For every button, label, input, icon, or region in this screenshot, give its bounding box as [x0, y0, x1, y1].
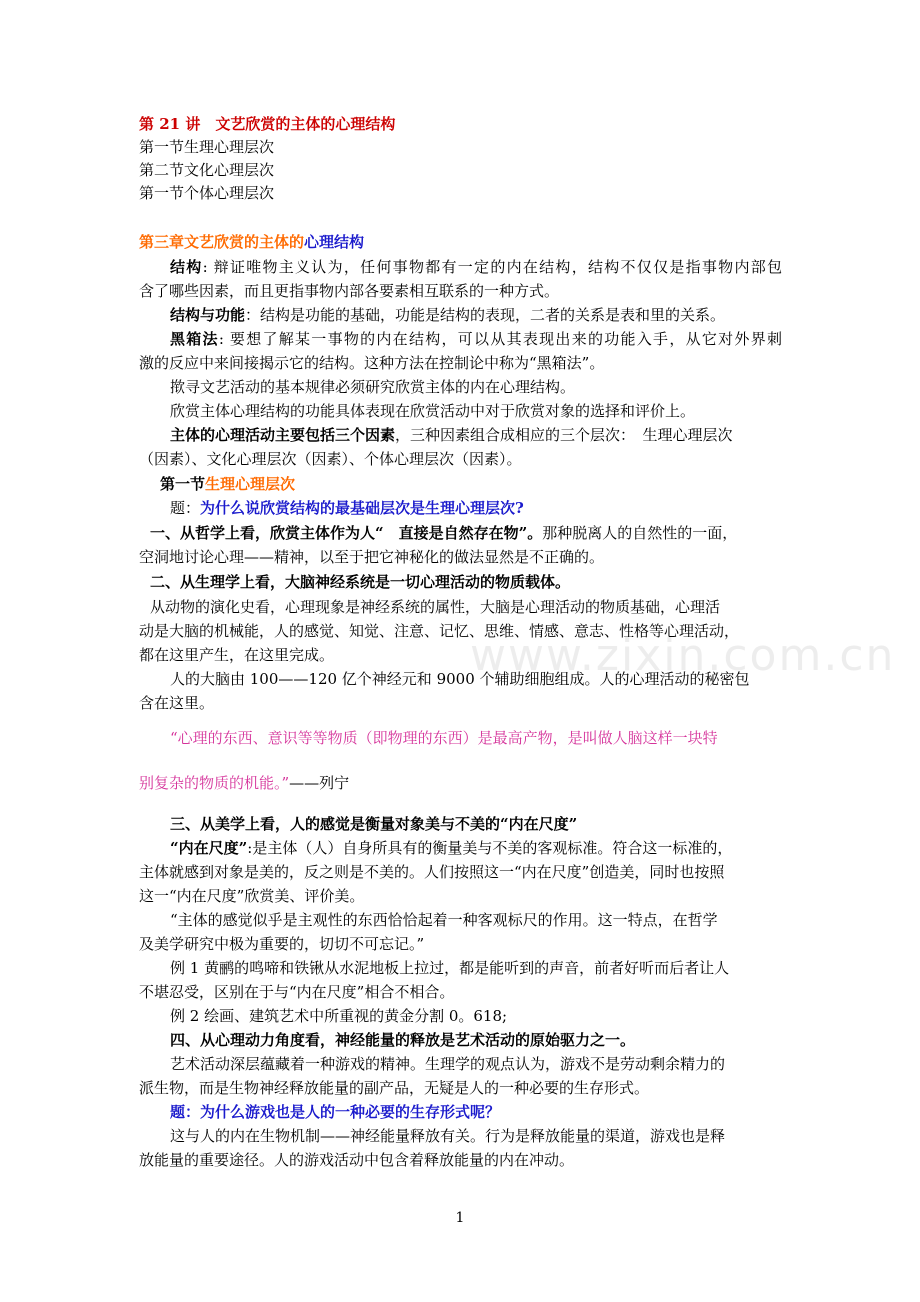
toc-item-2: 第二节文化心理层次: [139, 161, 275, 179]
lecture-title: 第 21 讲 文艺欣赏的主体的心理结构: [139, 115, 396, 133]
brain-line1: 人的大脑由 100——120 亿个神经元和 9000 个辅助细胞组成。人的心理活动的秘密包: [170, 670, 750, 688]
heading-philosophy: 一、从哲学上看，欣赏主体作为人“ 直接是自然存在物”。那种脱离人的自然性的一面，: [150, 524, 738, 542]
section1-title: [160, 474, 810, 496]
heading-physiology: 二、从生理学上看，大脑神经系统是一切心理活动的物质载体。: [150, 573, 571, 591]
section1-title-part1: 第一节: [160, 475, 206, 493]
def-blackbox-line2: 激的反应中来间接揭示它的结构。这种方法在控制论中称为“黑箱法”。: [139, 354, 605, 372]
inner-scale-line3: 这一“内在尺度”欣赏美、评价美。: [139, 887, 365, 905]
question-1: 题：为什么说欣赏结构的最基础层次是生理心理层次?: [170, 499, 524, 517]
chapter-title: [139, 232, 789, 254]
answer-line1: 这与人的内在生物机制——神经能量释放有关。行为是释放能量的渠道，游戏也是释: [170, 1127, 726, 1145]
def-structure-term: 结构: [170, 258, 203, 276]
para-function: 欣赏主体心理结构的功能具体表现在欣赏活动中对于欣赏对象的选择和评价上。: [170, 402, 696, 420]
lenin-quote-line2: 别复杂的物质的机能。”——列宁: [139, 774, 350, 792]
toc-item-3: 第一节个体心理层次: [139, 184, 275, 202]
page-number: 1: [455, 1210, 465, 1226]
inner-scale-line2: 主体就感到对象是美的，反之则是不美的。人们按照这一“内在尺度”创造美，同时也按照: [139, 863, 725, 881]
aesthetics-quote-line1: “主体的感觉似乎是主观性的东西恰恰起着一种客观标尺的作用。这一特点，在哲学: [170, 911, 718, 929]
lenin-attribution: ——列宁: [289, 774, 350, 792]
def-blackbox-line1: 黑箱法: 要想了解某一事物的内在结构，可以从其表现出来的功能入手，从它对外界刺: [170, 330, 782, 348]
brain-line2: 含在这里。: [139, 694, 215, 712]
def-structure-line2: 含了哪些因素，而且更指事物内部各要素相互联系的一种方式。: [139, 282, 560, 300]
game-spirit-line2: 派生物，而是生物神经释放能量的副产品，无疑是人的一种必要的生存形式。: [139, 1079, 650, 1097]
toc-item-1: 第一节生理心理层次: [139, 138, 275, 156]
chapter-title-part2: 心理结构: [304, 233, 365, 251]
game-spirit-line1: 艺术活动深层蕴藏着一种游戏的精神。生理学的观点认为，游戏不是劳动剩余精力的: [170, 1055, 726, 1073]
physiology-line1: 从动物的演化史看，心理现象是神经系统的属性，大脑是心理活动的物质基础，心理活: [150, 598, 721, 616]
heading-philosophy-bold: 一、从哲学上看，欣赏主体作为人“ 直接是自然存在物”。: [150, 524, 543, 542]
inner-scale-term: “内在尺度”: [170, 839, 248, 857]
def-structure-line1: 结构: 辩证唯物主义认为，任何事物都有一定的内在结构，结构不仅仅是指事物内部包: [170, 258, 782, 276]
heading-psychodynamics: 四、从心理动力角度看，神经能量的释放是艺术活动的原始驱力之一。: [170, 1031, 636, 1049]
chapter-title-part1: 第三章文艺欣赏的主体的: [139, 233, 305, 251]
three-factors-bold: 主体的心理活动主要包括三个因素: [170, 426, 396, 444]
def-function-term: 结构与功能: [170, 306, 246, 324]
watermark: www.zixin.com.cn: [470, 630, 896, 681]
heading-aesthetics: 三、从美学上看，人的感觉是衡量对象美与不美的“内在尺度”: [170, 815, 578, 833]
para-three-factors-line1: 主体的心理活动主要包括三个因素，三种因素组合成相应的三个层次： 生理心理层次: [170, 426, 733, 444]
answer-line2: 放能量的重要途径。人的游戏活动中包含着释放能量的内在冲动。: [139, 1151, 575, 1169]
inner-scale-line1: “内在尺度”:是主体（人）自身所具有的衡量美与不美的客观标准。符合这一标准的，: [170, 839, 733, 857]
section1-title-part2: 生理心理层次: [205, 475, 296, 493]
para-three-factors-line2: （因素）、文化心理层次（因素）、个体心理层次（因素）。: [139, 450, 522, 468]
lenin-quote-line1: “心理的东西、意识等等物质（即物理的东西）是最高产物，是叫做人脑这样一块特: [170, 729, 718, 747]
example-2: 例 2 绘画、建筑艺术中所重视的黄金分割 0。618;: [170, 1007, 508, 1025]
physiology-line3: 都在这里产生，在这里完成。: [139, 646, 335, 664]
def-function: 结构与功能：结构是功能的基础，功能是结构的表现，二者的关系是表和里的关系。: [170, 306, 726, 324]
aesthetics-quote-line2: 及美学研究中极为重要的，切切不可忘记。”: [139, 935, 425, 953]
example-1-line1: 例 1 黄鹂的鸣啼和铁锹从水泥地板上拉过，都是能听到的声音，前者好听而后者让人: [170, 959, 730, 977]
example-1-line2: 不堪忍受，区别在于与“内在尺度”相合不相合。: [139, 983, 455, 1001]
physiology-line2: 动是大脑的机械能，人的感觉、知觉、注意、记忆、思维、情感、意志、性格等心理活动，: [139, 622, 740, 640]
para-explore: 揿寻文艺活动的基本规律必须研究欣赏主体的内在心理结构。: [170, 378, 576, 396]
question-2: 题：为什么游戏也是人的一种必要的生存形式呢？: [170, 1103, 501, 1121]
def-blackbox-term: 黑箱法: [170, 330, 219, 348]
philosophy-line2: 空洞地讨论心理——精神，以至于把它神秘化的做法显然是不正确的。: [139, 548, 605, 566]
